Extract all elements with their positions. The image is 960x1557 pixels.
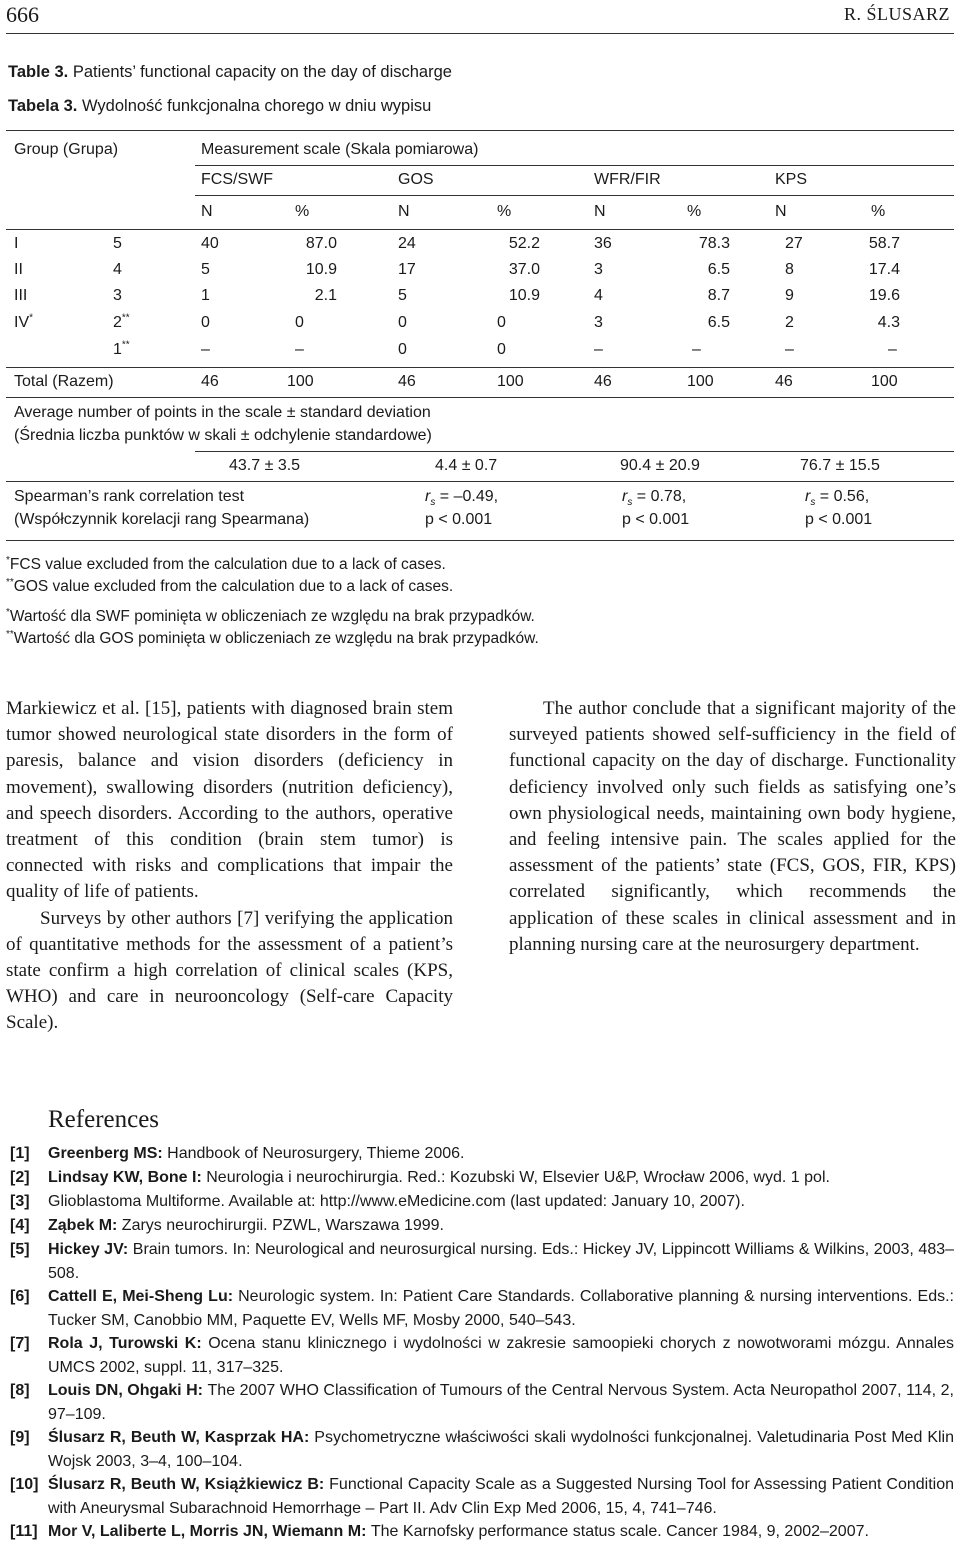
paragraph: The author conclude that a significant majority of the surveyed patients showed self-sufficiency in the field of functional capacity on the day of discharge. Functionality deficiency involved only such fields as satisfying one’s own physiological needs, maintaining own body hygiene, and feeling intensive pain. The scales applied for the assessment of the patients’ state (FCS, GOS, FIR, KPS) correlated significantly, which recommends the application of these scales in clinical assessment and in planning nursing care at the neurosurgery department. [509, 698, 956, 955]
reference-text: Glioblastoma Multiforme. Available at: http://www.eMedicine.com (last updated: January 10, 2007). [48, 1193, 745, 1210]
average-kps: 76.7 ± 15.5 [800, 457, 880, 474]
reference-number: [1] [10, 1145, 30, 1162]
reference-number: [11] [10, 1523, 38, 1540]
reference-text: Ślusarz R, Beuth W, Książkiewicz B: Functional Capacity Scale as a Suggested Nursing Tool for Assessing Patient Condition with Aneurysmal Subarachnoid Hemorrhage – Part II. Adv Clin Exp Med 2006, 15, 4, 741–746. [48, 1476, 954, 1517]
table-cell: 0 [295, 314, 304, 331]
caption-text: Wydolność funkcjonalna chorego w dniu wypisu [82, 97, 432, 115]
table-cell: 6.5 [707, 261, 730, 278]
table-cell: 58.7 [868, 235, 900, 252]
body-column-left [6, 696, 453, 1037]
reference-number: [3] [10, 1193, 30, 1210]
group-count: 1** [113, 339, 130, 358]
table-cell: 17 [398, 261, 416, 278]
reference-item [10, 1520, 954, 1544]
p-kps: p < 0.001 [805, 511, 873, 528]
caption-label: Table 3. [8, 63, 69, 81]
reference-authors: Louis DN, Ohgaki H: [48, 1382, 208, 1399]
header-rule [6, 229, 954, 230]
table-cell: 0 [497, 341, 506, 358]
table-cell: 37.0 [508, 261, 540, 278]
reference-number: [2] [10, 1169, 30, 1186]
p-wfr: p < 0.001 [622, 511, 690, 528]
sub-n: N [594, 203, 606, 220]
rs-gos: $r_s = -0.49$, [425, 488, 499, 509]
total-cell: 100 [287, 373, 314, 390]
page-header [0, 0, 960, 34]
group-count: 3 [113, 287, 122, 304]
table-cell: 52.2 [508, 235, 540, 252]
group-count: 2** [113, 312, 130, 331]
scale-wfr: WFR/FIR [594, 171, 661, 188]
table-cell: 0 [398, 341, 407, 358]
total-rule [6, 397, 954, 398]
sub-n: N [775, 203, 787, 220]
group-header: Group (Grupa) [14, 141, 119, 158]
reference-item [10, 1473, 954, 1520]
reference-item [10, 1214, 954, 1238]
average-label-en: Average number of points in the scale ± standard deviation [14, 404, 431, 421]
reference-authors: Mor V, Laliberte L, Morris JN, Wiemann M: [48, 1523, 371, 1540]
group-count: 5 [113, 235, 122, 252]
table-cell: 24 [398, 235, 416, 252]
table-cell: 87.0 [305, 235, 337, 252]
sub-pct: % [687, 203, 702, 220]
reference-item [10, 1190, 954, 1214]
table-cell: 36 [594, 235, 612, 252]
header-rule [195, 165, 954, 166]
reference-text: Lindsay KW, Bone I: Neurologia i neurochirurgia. Red.: Kozubski W, Elsevier U&P, Wrocław 2006, wyd. 1 pol. [48, 1169, 830, 1186]
scale-header: Measurement scale (Skala pomiarowa) [201, 141, 479, 158]
table-cell: 40 [201, 235, 219, 252]
references-heading: References [48, 1106, 160, 1133]
average-wfr: 90.4 ± 20.9 [620, 457, 700, 474]
spearman-label-pl: (Współczynnik korelacji rang Spearmana) [14, 511, 310, 528]
table-caption-en [8, 63, 452, 82]
total-cell: 100 [871, 373, 898, 390]
table-cell: 0 [497, 314, 506, 331]
footnote-2: **GOS value excluded from the calculation due to a lack of cases. [6, 576, 454, 595]
table-cell: 3 [594, 314, 603, 331]
reference-item [10, 1285, 954, 1332]
total-cell: 46 [594, 373, 612, 390]
sub-pct: % [295, 203, 310, 220]
page-number: 666 [6, 2, 39, 27]
average-fcs: 43.7 ± 3.5 [229, 457, 301, 474]
paragraph: Surveys by other authors [7] verifying the application of quantitative methods for the assessment of a patient’s state confirm a high correlation of clinical scales (KPS, WHO) and care in neurooncology (Self-care Capacity Scale). [6, 907, 453, 1034]
table-cell: 4 [594, 287, 603, 304]
table-cell: 0 [398, 314, 407, 331]
reference-text: Greenberg MS: Handbook of Neurosurgery, Thieme 2006. [48, 1145, 465, 1162]
total-rule [6, 367, 954, 368]
caption-label: Tabela 3. [8, 97, 78, 115]
reference-number: [7] [10, 1335, 30, 1352]
table-cell: – [594, 341, 603, 358]
reference-number: [9] [10, 1429, 30, 1446]
reference-text: Rola J, Turowski K: Ocena stanu klinicznego i wydolności w zakresie samoopieki chorych z nowotworami mózgu. Annales UMCS 2002, suppl. 11, 317–325. [48, 1335, 955, 1376]
table-caption-pl [8, 97, 431, 116]
reference-authors: Ząbek M: [48, 1217, 122, 1234]
paragraph: Markiewicz et al. [15], patients with diagnosed brain stem tumor showed neurological state disorders in the form of paresis, balance and vision disorders (deficiency in movement), swallowing disorders (nutrition deficiency), and speech disorders. According to the authors, operative treatment of this condition (brain stem tumor) is connected with risks and complications that impair the quality of life of patients. [6, 698, 453, 903]
reference-number: [10] [10, 1476, 39, 1493]
table-cell: 5 [201, 261, 210, 278]
table-cell: 8.7 [707, 287, 730, 304]
reference-text: Hickey JV: Brain tumors. In: Neurological and neurosurgical nursing. Eds.: Hickey JV, Lippincott Williams & Wilkins, 2003, 483–508. [48, 1241, 955, 1282]
footnote-3: *Wartość dla SWF pominięta w obliczeniach ze względu na brak przypadków. [6, 606, 535, 625]
reference-number: [4] [10, 1217, 30, 1234]
spearman-label-en: Spearman’s rank correlation test [14, 488, 245, 505]
scale-fcs: FCS/SWF [201, 171, 273, 188]
table-cell: 4.3 [877, 314, 900, 331]
sub-n: N [201, 203, 213, 220]
reference-text: Louis DN, Ohgaki H: The 2007 WHO Classification of Tumours of the Central Nervous System. Acta Neuropathol 2007, 114, 2, 97–109. [48, 1382, 954, 1423]
footnote-1: *FCS value excluded from the calculation due to a lack of cases. [6, 554, 446, 573]
running-head: R. ŚLUSARZ [843, 4, 950, 24]
reference-text: Ślusarz R, Beuth W, Kasprzak HA: Psychometryczne właściwości skali wydolności funkcjonalnej. Valetudinaria Post Med Klin Wojsk 2003, 3–4, 100–104. [48, 1429, 954, 1470]
reference-item [10, 1332, 954, 1379]
header-rule [195, 195, 954, 196]
sub-pct: % [871, 203, 886, 220]
body-column-right [509, 696, 956, 958]
reference-authors: Lindsay KW, Bone I: [48, 1169, 207, 1186]
group-label: II [14, 261, 23, 278]
average-rule [6, 481, 954, 482]
table-cell: 10.9 [305, 261, 337, 278]
caption-text: Patients’ functional capacity on the day of discharge [72, 63, 452, 81]
functional-capacity-table [6, 130, 954, 541]
scale-kps: KPS [775, 171, 808, 188]
total-cell: 46 [398, 373, 416, 390]
total-cell: 100 [687, 373, 714, 390]
reference-authors: Rola J, Turowski K: [48, 1335, 209, 1352]
average-label-pl: (Średnia liczba punktów w skali ± odchylenie standardowe) [14, 427, 432, 444]
table-cell: 3 [594, 261, 603, 278]
reference-item [10, 1379, 954, 1426]
total-cell: 46 [201, 373, 219, 390]
reference-number: [6] [10, 1288, 30, 1305]
total-label: Total (Razem) [14, 373, 114, 390]
reference-authors: Hickey JV: [48, 1241, 133, 1258]
table-cell: 27 [785, 235, 803, 252]
reference-authors: Ślusarz R, Beuth W, Kasprzak HA: [48, 1429, 315, 1446]
table-cell: 0 [201, 314, 210, 331]
footnote-4: **Wartość dla GOS pominięta w obliczeniach ze względu na brak przypadków. [6, 628, 539, 647]
reference-number: [8] [10, 1382, 30, 1399]
table-cell: – [295, 341, 304, 358]
reference-authors: Greenberg MS: [48, 1145, 168, 1162]
table-cell: 1 [201, 287, 210, 304]
total-cell: 100 [497, 373, 524, 390]
average-gos: 4.4 ± 0.7 [435, 457, 498, 474]
reference-text: Ząbek M: Zarys neurochirurgii. PZWL, Warszawa 1999. [48, 1217, 444, 1234]
table-cell: 10.9 [508, 287, 540, 304]
sub-n: N [398, 203, 410, 220]
p-gos: p < 0.001 [425, 511, 493, 528]
average-rule [195, 451, 954, 452]
table-cell: – [785, 341, 794, 358]
reference-text: Mor V, Laliberte L, Morris JN, Wiemann M: The Karnofsky performance status scale. Cancer 1984, 9, 2002–2007. [48, 1523, 869, 1540]
table-cell: 78.3 [698, 235, 730, 252]
table-cell: 9 [785, 287, 794, 304]
sub-pct: % [497, 203, 512, 220]
table-cell: – [201, 341, 210, 358]
group-label: I [14, 235, 19, 252]
reference-number: [5] [10, 1241, 30, 1258]
rs-wfr: $r_s = 0.78$, [622, 488, 687, 509]
table-cell: – [692, 341, 701, 358]
group-label: IV* [14, 312, 34, 331]
scale-gos: GOS [398, 171, 434, 188]
reference-item [10, 1238, 954, 1285]
reference-text: Cattell E, Mei-Sheng Lu: Neurologic system. In: Patient Care Standards. Collaborative planning & nursing interventions. Eds.: Tucker SM, Canobbio MM, Paquette EV, Wells MF, Mosby 2000, 540–543. [48, 1288, 954, 1329]
table-cell: – [888, 341, 897, 358]
total-cell: 46 [775, 373, 793, 390]
reference-item [10, 1426, 954, 1473]
table-cell: 19.6 [868, 287, 900, 304]
reference-authors: Ślusarz R, Beuth W, Książkiewicz B: [48, 1476, 330, 1493]
rs-kps: $r_s = 0.56$, [805, 488, 870, 509]
table-cell: 5 [398, 287, 407, 304]
header-rule [6, 33, 954, 34]
table-cell: 2.1 [314, 287, 337, 304]
table-cell: 2 [785, 314, 794, 331]
table-cell: 8 [785, 261, 794, 278]
table-cell: 17.4 [868, 261, 900, 278]
table-cell: 6.5 [707, 314, 730, 331]
reference-item [10, 1166, 954, 1190]
reference-authors: Cattell E, Mei-Sheng Lu: [48, 1288, 239, 1305]
reference-item [10, 1142, 954, 1166]
group-count: 4 [113, 261, 122, 278]
group-label: III [14, 287, 28, 304]
